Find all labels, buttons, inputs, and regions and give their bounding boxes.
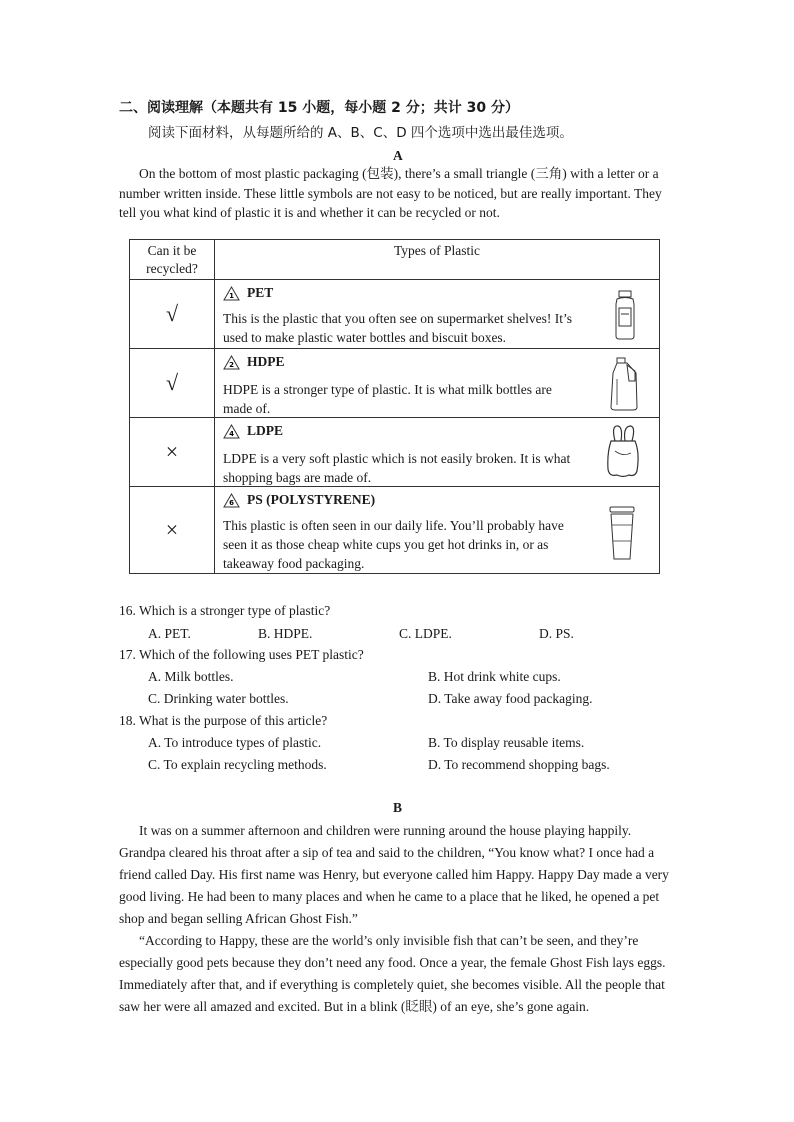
table-row <box>130 418 660 487</box>
option: D. Take away food packaging. <box>428 691 593 706</box>
option: B. Hot drink white cups. <box>428 669 561 684</box>
passage-b-paragraph-1: It was on a summer afternoon and children were running around the house playing happily. Grandpa cleared his throat after a sip of tea and said to the children, “You know what? I once had a friend called Day. His first name was Henry, but everyone called him Happy. Happy Day made a very good living. He had been to many places and when he came to a place that he liked, he opened a pet shop and began selling African Ghost Fish.” <box>119 823 669 926</box>
option: C. Drinking water bottles. <box>148 691 289 706</box>
table-row <box>130 349 660 418</box>
option: D. To recommend shopping bags. <box>428 757 610 772</box>
recycle-triangle-icon <box>223 286 240 301</box>
recycle-triangle-icon <box>223 355 240 370</box>
plastic-text: LDPE is a very soft plastic which is not easily broken. It is what shopping bags are made of. <box>223 451 571 485</box>
recycle-mark: × <box>130 418 215 487</box>
plastic-name: PS (POLYSTYRENE) <box>247 492 376 507</box>
plastic-title <box>223 285 273 301</box>
cup-icon <box>607 505 637 561</box>
plastic-name: PET <box>247 285 274 300</box>
recycle-mark: √ <box>130 280 215 349</box>
passage-b-heading: B <box>393 800 403 815</box>
section-instruction: 阅读下面材料，从每题所给的 A、B、C、D 四个选项中选出最佳选项。 <box>148 125 573 141</box>
recycle-triangle-icon <box>223 424 240 439</box>
table-row <box>130 487 660 574</box>
table-header-row <box>130 240 660 280</box>
plastic-description-cell <box>215 280 660 349</box>
option: A. Milk bottles. <box>148 669 234 684</box>
section-title: 二、阅读理解（本题共有 15 小题，每小题 2 分；共计 30 分） <box>119 100 519 116</box>
question-17: 17. Which of the following uses PET plastic? <box>119 647 364 662</box>
plastic-name: LDPE <box>247 423 284 438</box>
table-row <box>130 280 660 349</box>
option: B. HDPE. <box>258 626 313 641</box>
plastic-description-cell <box>215 418 660 487</box>
passage-a-heading: A <box>393 148 403 163</box>
question-16: 16. Which is a stronger type of plastic? <box>119 603 331 618</box>
option: D. PS. <box>539 626 574 641</box>
plastic-text: HDPE is a stronger type of plastic. It is what milk bottles are made of. <box>223 382 552 416</box>
option: C. LDPE. <box>399 626 452 641</box>
plastic-text: This is the plastic that you often see on supermarket shelves! It’s used to make plastic water bottles and biscuit boxes. <box>223 311 573 345</box>
plastic-title <box>223 423 283 439</box>
recycle-mark: √ <box>130 349 215 418</box>
option: B. To display reusable items. <box>428 735 585 750</box>
plastic-types-table <box>129 239 660 574</box>
milk-jug-icon <box>609 357 639 411</box>
plastic-description-cell <box>215 487 660 574</box>
passage-b-paragraph-2: “According to Happy, these are the world’s only invisible fish that can’t be seen, and they’re especially good pets because they don’t need any food. Once a year, the female Ghost Fish lays eggs. Immediately after that, and if everything is completely quiet, she becomes visible. All the people that saw her were all amazed and excited. But in a blink (眨眼) of an eye, she’s gone again. <box>119 933 666 1014</box>
plastic-description-cell <box>215 349 660 418</box>
recycle-mark: × <box>130 487 215 574</box>
recycle-code: 4 <box>229 429 234 438</box>
header-recycle: Can it be recycled? <box>130 240 215 280</box>
question-18: 18. What is the purpose of this article? <box>119 713 328 728</box>
option: A. PET. <box>148 626 191 641</box>
recycle-code: 6 <box>229 498 234 507</box>
plastic-title <box>223 354 285 370</box>
passage-a-paragraph: On the bottom of most plastic packaging (包装), there’s a small triangle (三角) with a letter or a number written inside. These little symbols are not easy to be noticed, but are really important. They tell you what kind of plastic it is and whether it can be recycled or not. <box>119 166 662 220</box>
shopping-bag-icon <box>605 423 641 479</box>
recycle-code: 1 <box>229 291 234 300</box>
header-types: Types of Plastic <box>215 240 660 280</box>
option: A. To introduce types of plastic. <box>148 735 322 750</box>
plastic-name: HDPE <box>247 354 285 369</box>
jar-icon <box>613 290 637 340</box>
recycle-triangle-icon <box>223 493 240 508</box>
option: C. To explain recycling methods. <box>148 757 327 772</box>
plastic-text: This plastic is often seen in our daily life. You’ll probably have seen it as those cheap white cups you get hot drinks in, or as takeaway food packaging. <box>223 518 564 571</box>
recycle-code: 2 <box>229 360 234 369</box>
plastic-title <box>223 492 375 508</box>
